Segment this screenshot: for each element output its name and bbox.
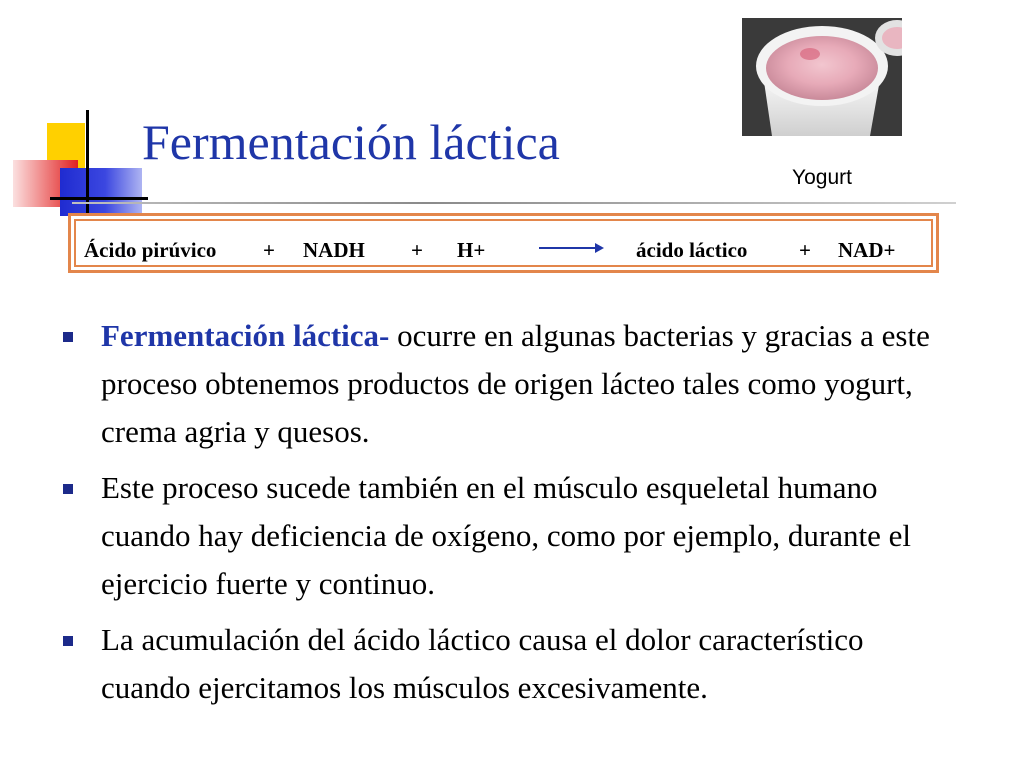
reaction-arrow-icon [539,242,604,254]
bullet-item [60,616,960,712]
bullet-marker-icon [63,636,73,646]
yogurt-photo [742,18,902,136]
equation-reactant-h: H+ [457,238,486,262]
equation-plus: + [263,238,275,262]
bullet-marker-icon [63,484,73,494]
bullet-term: Fermentación láctica- [101,318,390,353]
bullet-text: Este proceso sucede también en el músculo esqueletal humano cuando hay deficiencia de oxígeno, como por ejemplo, durante el ejercicio fuerte y continuo. [101,470,911,601]
bullet-item [60,464,960,608]
logo-horizontal-line [50,197,148,200]
title-divider [72,202,956,204]
equation-row [71,216,936,270]
bullet-item [60,312,960,456]
bullet-list [60,312,960,720]
logo-blue-square [60,168,142,216]
equation-product-lactic-acid: ácido láctico [636,238,748,262]
slide-title: Fermentación láctica [142,114,560,170]
photo-caption: Yogurt [792,166,852,189]
logo-vertical-line [86,110,89,228]
equation-plus: + [799,238,811,262]
bullet-marker-icon [63,332,73,342]
equation-product-nad: NAD+ [838,238,896,262]
equation-box [68,213,939,273]
equation-reactant-nadh: NADH [303,238,365,262]
equation-reactant-pyruvic-acid: Ácido pirúvico [84,238,217,262]
bullet-text: La acumulación del ácido láctico causa el dolor característico cuando ejercitamos los músculos excesivamente. [101,622,864,705]
bullet-text: ocurre en algunas bacterias y gracias a este proceso obtenemos productos de origen lácteo tales como yogurt, crema agria y quesos. [101,318,930,449]
equation-plus: + [411,238,423,262]
